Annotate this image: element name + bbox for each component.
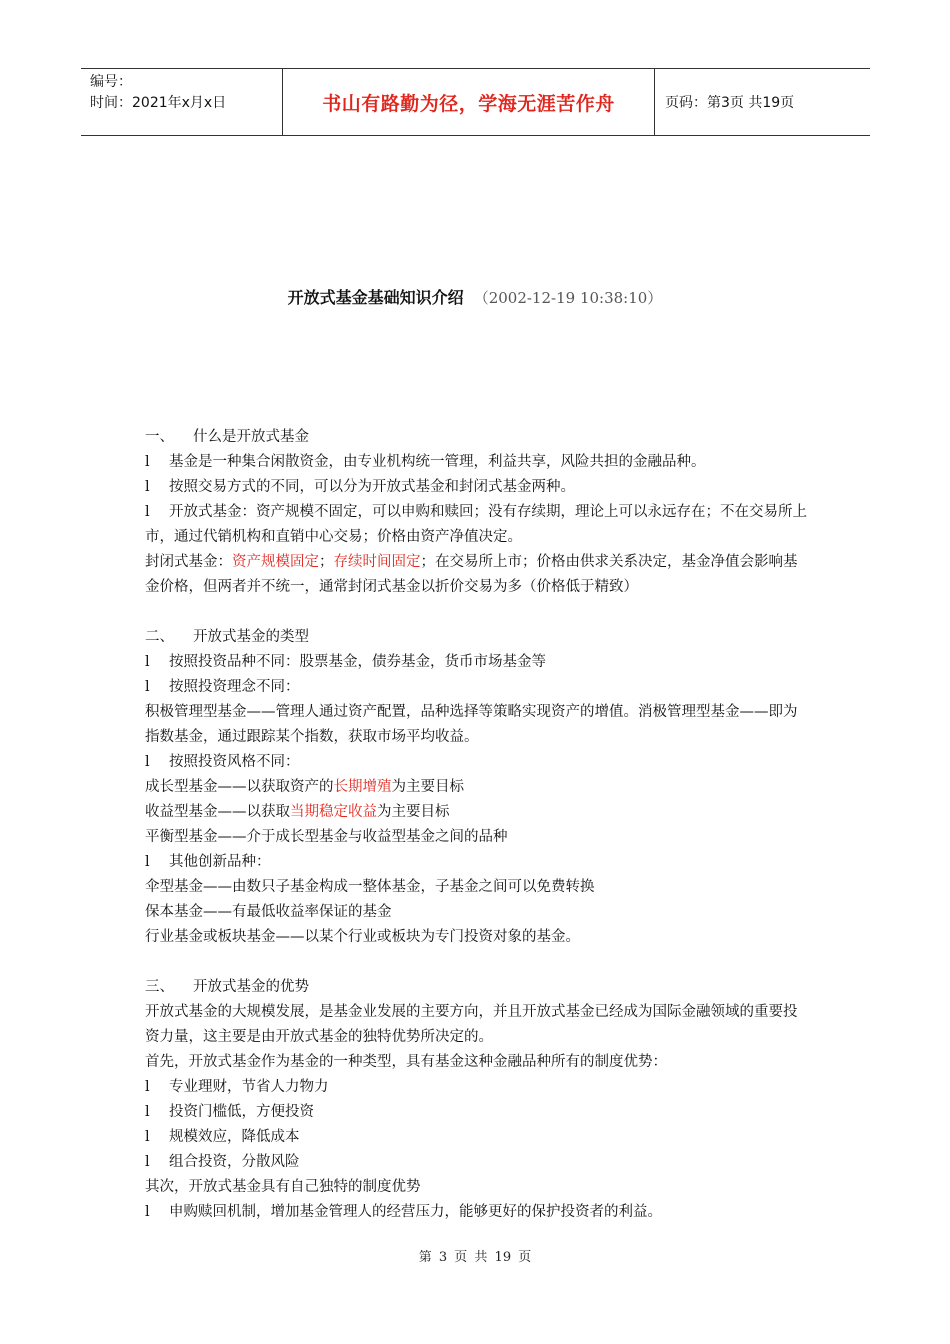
paragraph: 积极管理型基金——管理人通过资产配置，品种选择等策略实现资产的增值。消极管理型基金——即为指数基金，通过跟踪某个指数，获取市场平均收益。 xyxy=(145,704,798,745)
bullet-marker: l xyxy=(145,1154,150,1170)
text-run: 为主要目标 xyxy=(391,779,464,795)
bullet-text: 规模效应，降低成本 xyxy=(169,1129,300,1145)
section-title: 什么是开放式基金 xyxy=(193,429,309,445)
bullet-text: 按照交易方式的不同，可以分为开放式基金和封闭式基金两种。 xyxy=(169,479,575,495)
header-page-cell xyxy=(655,69,870,135)
document-time-label: 时间：2021年x月x日 xyxy=(90,95,227,111)
text-run: 封闭式基金： xyxy=(145,554,232,570)
bullet-item xyxy=(145,475,810,500)
text-run: ； xyxy=(319,554,334,570)
header-meta-cell xyxy=(81,69,283,135)
bullet-text: 按照投资品种不同：股票基金，债券基金，货币市场基金等 xyxy=(169,654,546,670)
bullet-text: 申购赎回机制，增加基金管理人的经营压力，能够更好的保护投资者的利益。 xyxy=(169,1204,662,1220)
header-motto: 书山有路勤为径，学海无涯苦作舟 xyxy=(322,92,615,115)
section-title: 开放式基金的类型 xyxy=(193,629,309,645)
paragraph: 开放式基金的大规模发展，是基金业发展的主要方向，并且开放式基金已经成为国际金融领域的重要投资力量，这主要是由开放式基金的独特优势所决定的。 xyxy=(145,1004,798,1045)
header-page-info: 页码：第3页 共19页 xyxy=(665,95,795,111)
sector-fund-line: 行业基金或板块基金——以某个行业或板块为专门投资对象的基金。 xyxy=(145,929,580,945)
bullet-marker: l xyxy=(145,854,150,870)
document-title-text: 开放式基金基础知识介绍 xyxy=(287,288,464,307)
highlight-text: 长期增殖 xyxy=(333,779,392,795)
bullet-marker: l xyxy=(145,679,150,695)
paragraph-spacer xyxy=(145,600,810,625)
bullet-marker: l xyxy=(145,1079,150,1095)
closed-fund-paragraph xyxy=(145,550,810,600)
growth-fund-line xyxy=(145,775,810,800)
paragraph-spacer xyxy=(145,950,810,975)
highlight-text: 资产规模固定 xyxy=(232,554,319,570)
bullet-item xyxy=(145,450,810,475)
text-run: 成长型基金——以获取资产的 xyxy=(145,779,334,795)
header-motto-cell xyxy=(283,69,655,135)
bullet-text: 专业理财，节省人力物力 xyxy=(169,1079,329,1095)
bullet-text: 投资门槛低，方便投资 xyxy=(169,1104,314,1120)
guaranteed-fund-line: 保本基金——有最低收益率保证的基金 xyxy=(145,904,392,920)
bullet-item xyxy=(145,650,810,675)
bullet-marker: l xyxy=(145,454,150,470)
page-footer: 第 3 页 共 19 页 xyxy=(418,1250,532,1265)
text-run: ；在交易所上市；价格由供求关系决定，基金净值会影响基金价格，但两者并不统一，通常封闭式基金以折价交易为多（价格低于精致） xyxy=(145,554,798,595)
bullet-item xyxy=(145,1200,810,1225)
text-run: 为主要目标 xyxy=(377,804,450,820)
income-fund-line xyxy=(145,800,810,825)
bullet-text: 按照投资风格不同： xyxy=(169,754,300,770)
section-heading-1 xyxy=(145,425,810,450)
balanced-fund-line: 平衡型基金——介于成长型基金与收益型基金之间的品种 xyxy=(145,829,508,845)
bullet-marker: l xyxy=(145,654,150,670)
section-heading-3 xyxy=(145,975,810,1000)
section-title: 开放式基金的优势 xyxy=(193,979,309,995)
section-number: 三、 xyxy=(145,979,174,995)
bullet-item xyxy=(145,675,810,700)
document-body xyxy=(145,425,810,1225)
bullet-item xyxy=(145,1100,810,1125)
bullet-item xyxy=(145,1125,810,1150)
page-header-table xyxy=(81,68,870,136)
bullet-marker: l xyxy=(145,479,150,495)
bullet-marker: l xyxy=(145,1204,150,1220)
section-heading-2 xyxy=(145,625,810,650)
bullet-text: 开放式基金：资产规模不固定，可以申购和赎回；没有存续期，理论上可以永远存在；不在交易所上市，通过代销机构和直销中心交易；价格由资产净值决定。 xyxy=(145,504,807,545)
document-number-label: 编号： xyxy=(90,74,132,90)
text-run: 收益型基金——以获取 xyxy=(145,804,290,820)
bullet-text: 按照投资理念不同： xyxy=(169,679,300,695)
highlight-text: 存续时间固定 xyxy=(333,554,421,570)
bullet-item xyxy=(145,750,810,775)
section-number: 一、 xyxy=(145,429,174,445)
bullet-marker: l xyxy=(145,1104,150,1120)
umbrella-fund-line: 伞型基金——由数只子基金构成一整体基金，子基金之间可以免费转换 xyxy=(145,879,595,895)
bullet-item xyxy=(145,850,810,875)
bullet-marker: l xyxy=(145,754,150,770)
bullet-item xyxy=(145,1150,810,1175)
highlight-text: 当期稳定收益 xyxy=(290,804,377,820)
bullet-item xyxy=(145,1075,810,1100)
bullet-item xyxy=(145,500,810,550)
document-title xyxy=(0,285,950,308)
bullet-text: 其他创新品种： xyxy=(169,854,271,870)
bullet-marker: l xyxy=(145,1129,150,1145)
paragraph: 首先，开放式基金作为基金的一种类型，具有基金这种金融品种所有的制度优势： xyxy=(145,1054,667,1070)
bullet-text: 组合投资，分散风险 xyxy=(169,1154,300,1170)
paragraph: 其次，开放式基金具有自己独特的制度优势 xyxy=(145,1179,421,1195)
bullet-text: 基金是一种集合闲散资金，由专业机构统一管理，利益共享，风险共担的金融品种。 xyxy=(169,454,706,470)
section-number: 二、 xyxy=(145,629,174,645)
document-timestamp: （2002-12-19 10:38:10） xyxy=(473,289,663,307)
bullet-marker: l xyxy=(145,504,150,520)
